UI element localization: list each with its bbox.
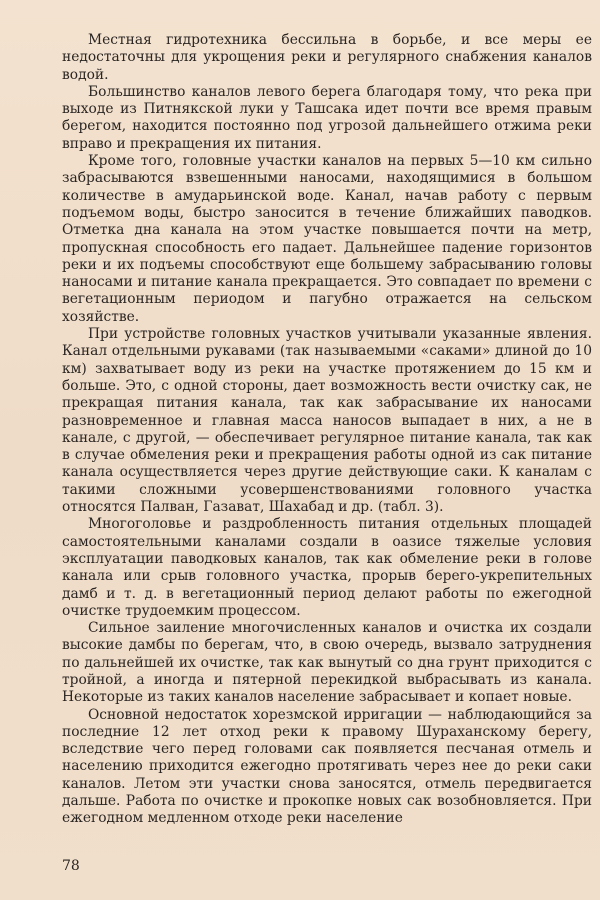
paragraph-6: Сильное заиление многочисленных каналов и очистка их создали высокие дамбы по берегам, что, в свою очередь, вызвало затруднения по дальнейшей их очистке, так как вынутый со дна грунт приходится с тройной, а иногда и пятерной перекидкой выбрасывать из канала. Некоторые из таких каналов население забрасывает и копает новые. [62, 620, 592, 706]
paragraph-4: При устройстве головных участков учитывали указанные явления. Канал отдельными рукавами (так называемыми «саками» длиной до 10 км) захватывает воду из реки на участке протяжением до 15 км и больше. Это, с одной стороны, дает возможность вести очистку сак, не прекращая питания канала, так как забрасывание их наносами разновременное и главная масса наносов выпадает в них, а не в канале, с другой, — обеспечивает регулярное питание канала, так как в случае обмеления реки и прекращения работы одной из сак питание канала осуществляется через другие действующие саки. К каналам с такими сложными усовершенствованиями головного участка относятся Палван, Газават, Шахабад и др. (табл. 3). [62, 326, 592, 516]
paragraph-3: Кроме того, головные участки каналов на первых 5—10 км сильно забрасываются взвешенными наносами, находящимися в большом количестве в амударьинской воде. Канал, начав работу с первым подъемом воды, быстро заносится в течение ближайших паводков. Отметка дна канала на этом участке повышается почти на метр, пропускная способность его падает. Дальнейшее падение горизонтов реки и их подъемы способствуют еще большему забрасыванию головы наносами и питание канала прекращается. Это совпадает по времени с вегетационным периодом и пагубно отражается на сельском хозяйстве. [62, 153, 592, 325]
paragraph-5: Многоголовье и раздробленность питания отдельных площадей самостоятельными каналами создали в оазисе тяжелые условия эксплуатации паводковых каналов, так как обмеление реки в голове канала или срыв головного участка, прорыв берего-укрепительных дамб и т. д. в вегетационный период делают работы по ежегодной очистке трудоемким процессом. [62, 516, 592, 619]
page-number: 78 [62, 858, 80, 874]
paragraph-2: Большинство каналов левого берега благодаря тому, что река при выходе из Питнякской луки у Ташсака идет почти все время правым берегом, находится постоянно под угрозой дальнейшего отжима реки вправо и прекращения их питания. [62, 83, 592, 152]
paragraph-7: Основной недостаток хорезмской ирригации — наблюдающийся за последние 12 лет отход реки к правому Шураханскому берегу, вследствие чего перед головами сак появляется песчаная отмель и населению приходится ежегодно протягивать через нее до реки саки каналов. Летом эти участки снова заносятся, отмель передвигается дальше. Работа по очистке и прокопке новых сак возобновляется. При ежегодном медленном отходе реки население [62, 706, 592, 827]
body-text [62, 32, 592, 828]
paragraph-1: Местная гидротехника бессильна в борьбе, и все меры ее недостаточны для укрощения реки и регулярного снабжения каналов водой. [62, 32, 592, 83]
